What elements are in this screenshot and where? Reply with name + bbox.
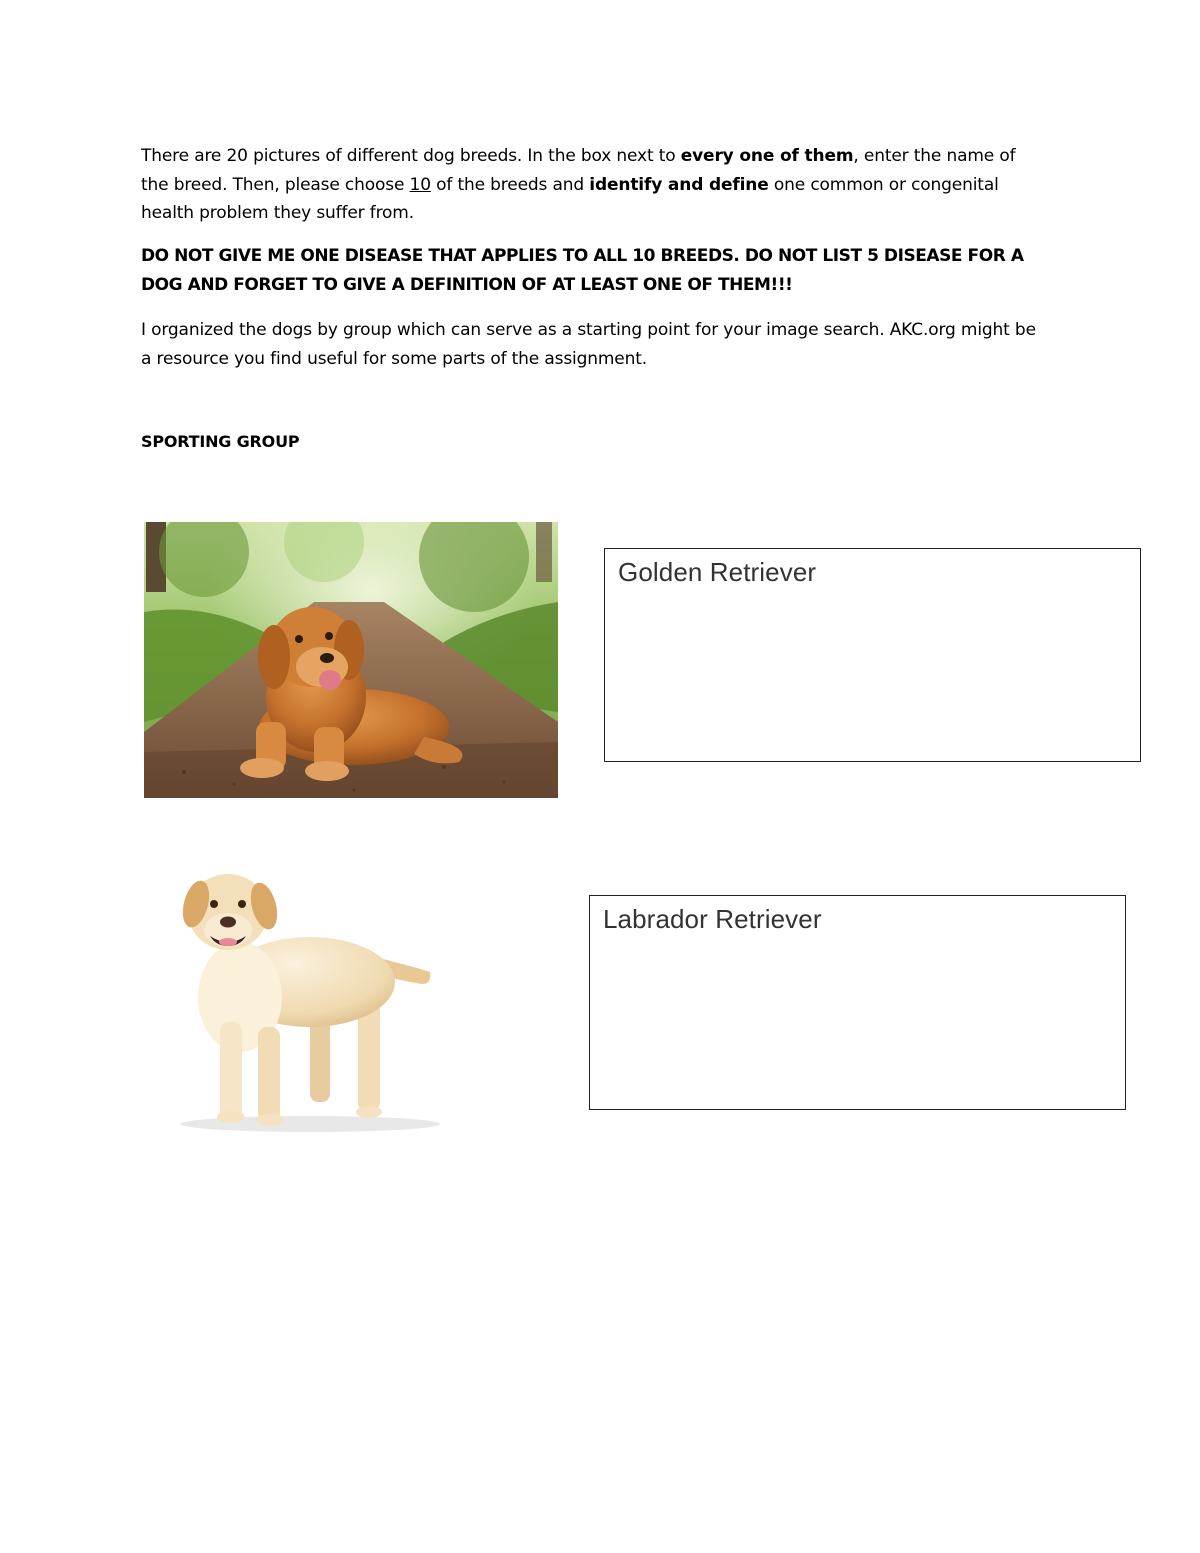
answer-box-labrador-retriever[interactable]	[589, 895, 1126, 1110]
golden-retriever-photo	[144, 522, 558, 798]
instructions-paragraph	[141, 142, 1046, 228]
instructions-count: 10	[409, 174, 431, 195]
answer-text[interactable]: Labrador Retriever	[603, 904, 822, 934]
section-heading: SPORTING GROUP	[141, 432, 300, 451]
instructions-emphasis: identify and define	[589, 174, 769, 195]
instructions-text: one common or congenital health problem they suffer from.	[141, 174, 999, 223]
labrador-retriever-photo	[140, 862, 460, 1137]
instructions-emphasis: every one of them	[680, 146, 854, 166]
warning-paragraph: DO NOT GIVE ME ONE DISEASE THAT APPLIES TO ALL 10 BREEDS. DO NOT LIST 5 DISEASE FOR A DOG AND FORGET TO GIVE A DEFINITION OF AT LEAST ONE OF THEM!!!	[141, 246, 1024, 295]
instructions-text: of the breeds and	[430, 174, 590, 195]
instructions-text: , enter the name of the breed. Then, please choose	[141, 146, 1016, 195]
answer-box-golden-retriever[interactable]	[604, 548, 1141, 762]
answer-text[interactable]: Golden Retriever	[618, 557, 817, 587]
resource-paragraph: I organized the dogs by group which can serve as a starting point for your image search. AKC.org might be a resource you find useful for some parts of the assignment.	[141, 320, 1036, 369]
instructions-text: There are 20 pictures of different dog breeds. In the box next to	[141, 146, 681, 166]
